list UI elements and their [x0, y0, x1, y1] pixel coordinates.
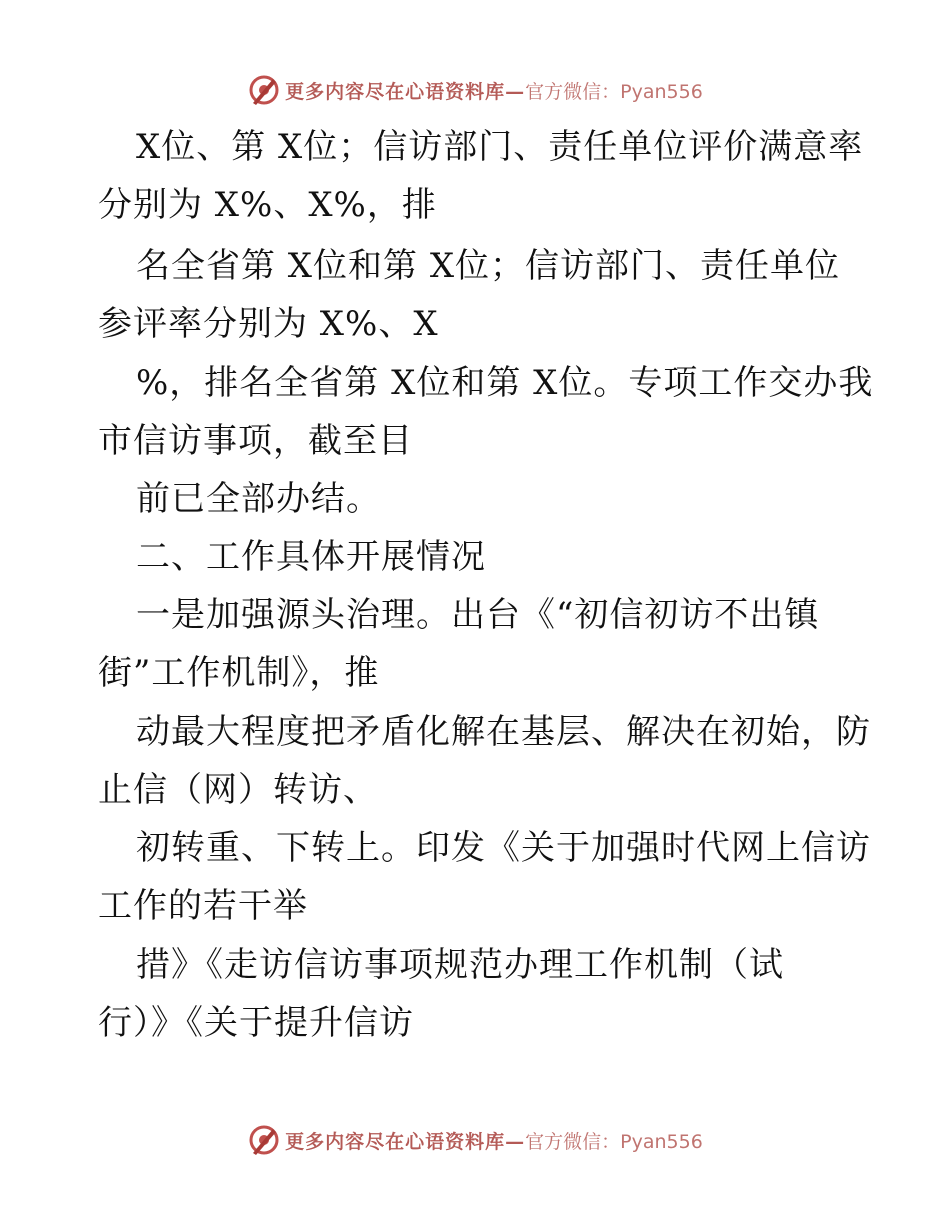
- text-line: 工作的若干举: [98, 886, 308, 926]
- header-watermark-banner: [0, 70, 950, 110]
- banner-main-text: 更多内容尽在心语资料库—: [285, 80, 526, 103]
- quill-logo-icon: [247, 1123, 281, 1157]
- text-line: 止信（网）转访、: [98, 770, 378, 810]
- text-line: 街”工作机制》，推: [98, 653, 380, 693]
- banner-main-text: 更多内容尽在心语资料库—: [285, 1130, 526, 1153]
- banner-wechat-text: 官方微信：Pyan556: [525, 1130, 703, 1153]
- text-line: %，排名全省第 X位和第 X位。专项工作交办我: [136, 363, 874, 403]
- text-line: X位、第 X位；信访部门、责任单位评价满意率: [136, 127, 864, 167]
- text-line: 分别为 X%、X%，排: [98, 185, 437, 225]
- banner-wechat-text: 官方微信：Pyan556: [525, 80, 703, 103]
- text-line: 一是加强源头治理。出台《“初信初访不出镇: [136, 595, 820, 635]
- text-line: 前已全部办结。: [136, 479, 381, 519]
- section-heading: 二、工作具体开展情况: [136, 537, 486, 577]
- text-line: 参评率分别为 X%、X: [98, 304, 439, 344]
- footer-watermark-banner: [0, 1120, 950, 1160]
- text-line: 名全省第 X位和第 X位；信访部门、责任单位: [136, 246, 841, 286]
- text-line: 初转重、下转上。印发《关于加强时代网上信访: [136, 828, 871, 868]
- quill-logo-icon: [247, 73, 281, 107]
- text-line: 措》《走访信访事项规范办理工作机制（试: [136, 945, 784, 985]
- text-line: 市信访事项，截至目: [98, 421, 413, 461]
- text-line: 行）》《关于提升信访: [98, 1003, 414, 1043]
- text-line: 动最大程度把矛盾化解在基层、解决在初始，防: [136, 712, 871, 752]
